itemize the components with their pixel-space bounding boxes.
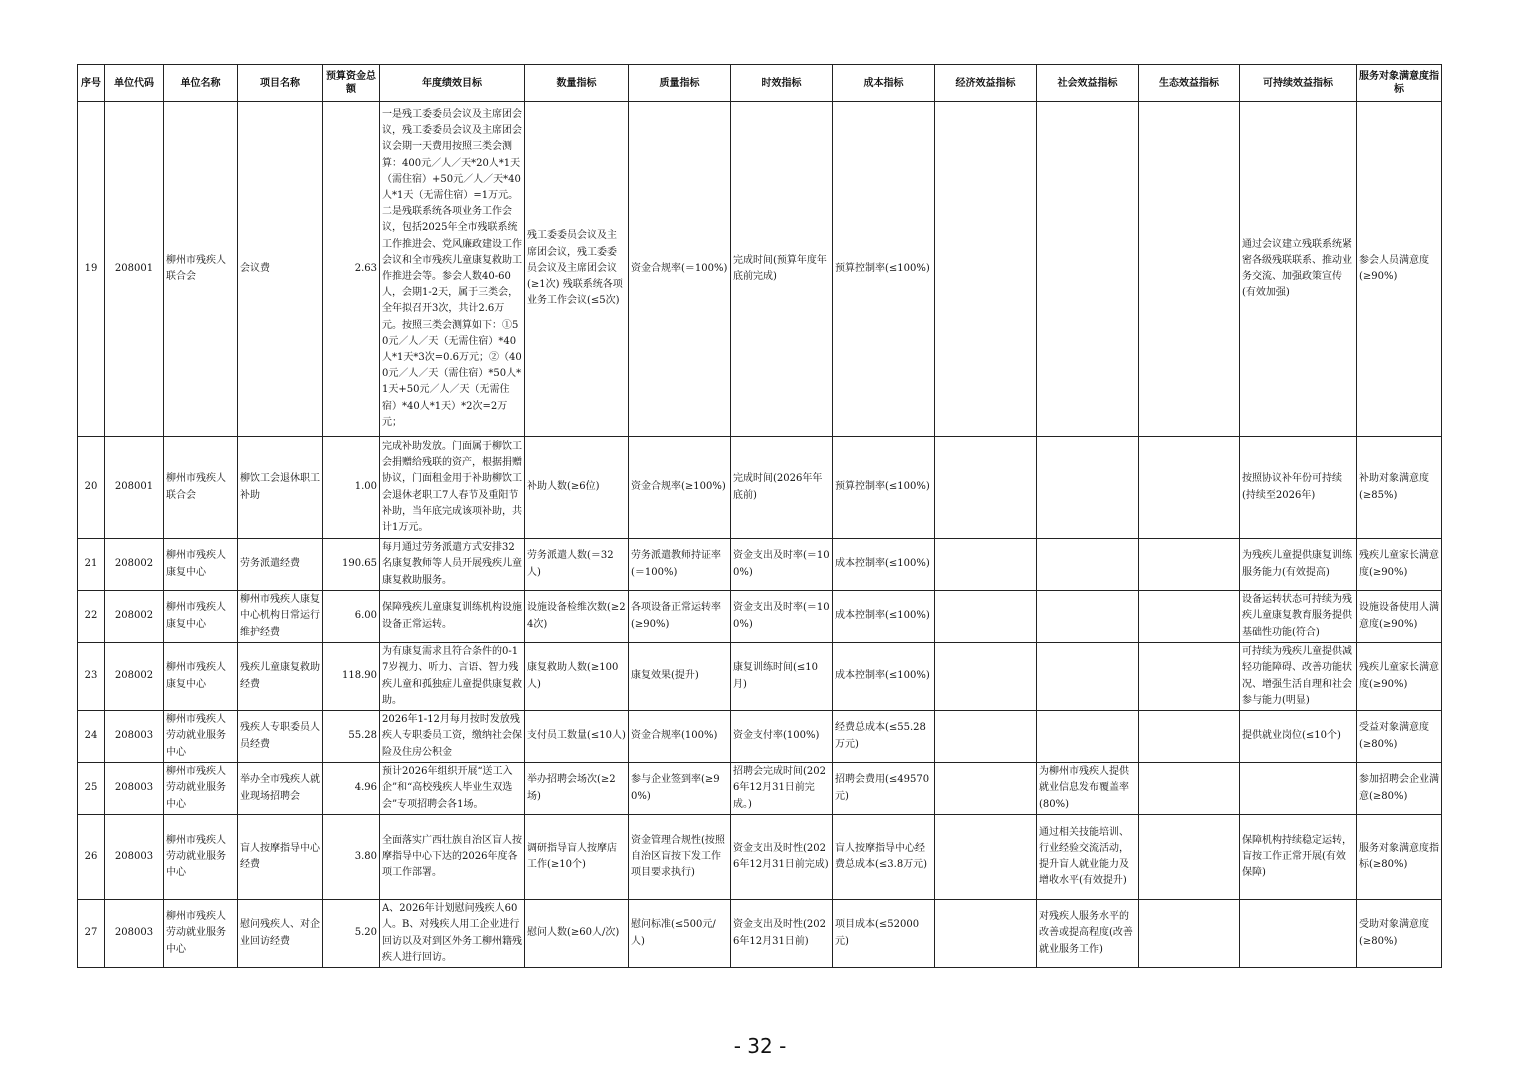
cell-annual-goal: 为有康复需求且符合条件的0-17岁视力、听力、言语、智力残疾儿童和孤独症儿童提供康复救助。 xyxy=(380,643,525,711)
cell-timeliness: 完成时间(预算年度年底前完成) xyxy=(731,102,833,437)
cell-economic xyxy=(935,763,1037,815)
cell-budget: 3.80 xyxy=(323,815,380,900)
cell-quality: 康复效果(提升) xyxy=(629,643,731,711)
cell-timeliness: 完成时间(2026年年底前) xyxy=(731,437,833,539)
cell-annual-goal: 保障残疾儿童康复训练机构设施设备正常运转。 xyxy=(380,591,525,643)
cell-cost: 成本控制率(≤100%) xyxy=(833,643,935,711)
header-sustainable: 可持续效益指标 xyxy=(1240,65,1357,102)
header-unit-code: 单位代码 xyxy=(105,65,164,102)
cell-project-name: 会议费 xyxy=(238,102,323,437)
cell-budget: 2.63 xyxy=(323,102,380,437)
cell-cost: 预算控制率(≤100%) xyxy=(833,437,935,539)
table-row xyxy=(78,591,1442,643)
header-project-name: 项目名称 xyxy=(238,65,323,102)
cell-quality: 资金合规率(100%) xyxy=(629,711,731,763)
cell-quality: 慰问标准(≤500元/人) xyxy=(629,900,731,968)
cell-cost: 预算控制率(≤100%) xyxy=(833,102,935,437)
cell-seq: 22 xyxy=(78,591,105,643)
cell-seq: 24 xyxy=(78,711,105,763)
cell-economic xyxy=(935,643,1037,711)
cell-economic xyxy=(935,815,1037,900)
cell-social xyxy=(1037,102,1139,437)
cell-annual-goal: 预计2026年组织开展“送工入企”和“高校残疾人毕业生双选会”专项招聘会各1场。 xyxy=(380,763,525,815)
cell-satisfaction: 参会人员满意度(≥90%) xyxy=(1357,102,1442,437)
cell-unit-code: 208001 xyxy=(105,102,164,437)
cell-annual-goal: 完成补助发放。门面属于柳饮工会捐赠给残联的资产，根据捐赠协议，门面租金用于补助柳饮工会退休老职工7人春节及重阳节补助，当年底完成该项补助，共计1万元。 xyxy=(380,437,525,539)
cell-project-name: 盲人按摩指导中心经费 xyxy=(238,815,323,900)
cell-annual-goal: 一是残工委委员会议及主席团会议，残工委委员会议及主席团会议会期一天费用按照三类会测算：400元／人／天*20人*1天（需住宿）+50元／人／天*40人*1天（无需住宿）=1万元。二是残联系统各项业务工作会议，包括2025年全市残联系统工作推进会、党风廉政建设工作会议和全市残疾儿童康复救助工作推进会等。参会人数40-60人，会期1-2天，属于三类会，全年拟召开3次，共计2.6万元。按照三类会测算如下：①50元／人／天（无需住宿）*40人*1天*3次=0.6万元；②（400元／人／天（需住宿）*50人*1天+50元／人／天（无需住宿）*40人*1天）*2次=2万元； xyxy=(380,102,525,437)
cell-annual-goal: 全面落实广西壮族自治区盲人按摩指导中心下达的2026年度各项工作部署。 xyxy=(380,815,525,900)
cell-ecological xyxy=(1139,591,1240,643)
cell-ecological xyxy=(1139,815,1240,900)
cell-ecological xyxy=(1139,900,1240,968)
table-row xyxy=(78,711,1442,763)
cell-sustainable: 提供就业岗位(≤10个) xyxy=(1240,711,1357,763)
cell-annual-goal: A、2026年计划慰问残疾人60人。B、对残疾人用工企业进行回访以及对到区外务工柳州籍残疾人进行回访。 xyxy=(380,900,525,968)
cell-sustainable: 设备运转状态可持续为残疾儿童康复教育服务提供基础性功能(符合) xyxy=(1240,591,1357,643)
cell-unit-code: 208002 xyxy=(105,539,164,591)
cell-satisfaction: 补助对象满意度(≥85%) xyxy=(1357,437,1442,539)
cell-timeliness: 资金支出及时性(2026年12月31日前) xyxy=(731,900,833,968)
cell-seq: 25 xyxy=(78,763,105,815)
cell-ecological xyxy=(1139,539,1240,591)
cell-project-name: 慰问残疾人、对企业回访经费 xyxy=(238,900,323,968)
cell-seq: 21 xyxy=(78,539,105,591)
cell-social: 为柳州市残疾人提供就业信息发布覆盖率(80%) xyxy=(1037,763,1139,815)
cell-sustainable: 保障机构持续稳定运转，盲按工作正常开展(有效保障) xyxy=(1240,815,1357,900)
cell-quality: 参与企业签到率(≥90%) xyxy=(629,763,731,815)
cell-timeliness: 资金支付率(100%) xyxy=(731,711,833,763)
cell-seq: 23 xyxy=(78,643,105,711)
header-budget: 预算资金总额 xyxy=(323,65,380,102)
cell-quality: 资金合规率(≥100%) xyxy=(629,437,731,539)
cell-timeliness: 资金支出及时率(＝100%) xyxy=(731,591,833,643)
header-social: 社会效益指标 xyxy=(1037,65,1139,102)
cell-unit-name: 柳州市残疾人康复中心 xyxy=(164,643,238,711)
cell-timeliness: 资金支出及时性(2026年12月31日前完成) xyxy=(731,815,833,900)
header-quality: 质量指标 xyxy=(629,65,731,102)
cell-annual-goal: 2026年1-12月每月按时发放残疾人专职委员工资，缴纳社会保险及住房公积金 xyxy=(380,711,525,763)
cell-satisfaction: 残疾儿童家长满意度(≥90%) xyxy=(1357,539,1442,591)
cell-seq: 27 xyxy=(78,900,105,968)
cell-unit-code: 208003 xyxy=(105,815,164,900)
cell-budget: 6.00 xyxy=(323,591,380,643)
cell-social xyxy=(1037,643,1139,711)
cell-unit-name: 柳州市残疾人劳动就业服务中心 xyxy=(164,815,238,900)
header-seq: 序号 xyxy=(78,65,105,102)
cell-social xyxy=(1037,591,1139,643)
table-row xyxy=(78,437,1442,539)
cell-unit-name: 柳州市残疾人联合会 xyxy=(164,102,238,437)
cell-economic xyxy=(935,591,1037,643)
cell-timeliness: 招聘会完成时间(2026年12月31日前完成。) xyxy=(731,763,833,815)
cell-budget: 1.00 xyxy=(323,437,380,539)
cell-unit-name: 柳州市残疾人劳动就业服务中心 xyxy=(164,900,238,968)
cell-annual-goal: 每月通过劳务派遣方式安排32名康复教师等人员开展残疾儿童康复救助服务。 xyxy=(380,539,525,591)
table-row xyxy=(78,539,1442,591)
cell-cost: 盲人按摩指导中心经费总成本(≤3.8万元) xyxy=(833,815,935,900)
cell-satisfaction: 残疾儿童家长满意度(≥90%) xyxy=(1357,643,1442,711)
cell-project-name: 残疾人专职委员人员经费 xyxy=(238,711,323,763)
cell-ecological xyxy=(1139,711,1240,763)
cell-sustainable: 为残疾儿童提供康复训练服务能力(有效提高) xyxy=(1240,539,1357,591)
cell-quantity: 举办招聘会场次(≥2场) xyxy=(525,763,629,815)
cell-sustainable: 通过会议建立残联系统紧密各级残联联系、推动业务交流、加强政策宣传(有效加强) xyxy=(1240,102,1357,437)
cell-ecological xyxy=(1139,643,1240,711)
cell-quantity: 残工委委员会议及主席团会议，残工委委员会议及主席团会议(≥1次) 残联系统各项业务工作会议(≤5次) xyxy=(525,102,629,437)
cell-ecological xyxy=(1139,763,1240,815)
cell-quantity: 康复救助人数(≥100人) xyxy=(525,643,629,711)
cell-quality: 劳务派遣教师持证率(＝100%) xyxy=(629,539,731,591)
table-row xyxy=(78,900,1442,968)
cell-quantity: 补助人数(≥6位) xyxy=(525,437,629,539)
cell-timeliness: 资金支出及时率(＝100%) xyxy=(731,539,833,591)
header-annual-goal: 年度绩效目标 xyxy=(380,65,525,102)
cell-quantity: 慰问人数(≥60人/次) xyxy=(525,900,629,968)
table-row xyxy=(78,643,1442,711)
cell-unit-name: 柳州市残疾人劳动就业服务中心 xyxy=(164,711,238,763)
cell-sustainable: 可持续为残疾儿童提供减轻功能障碍、改善功能状况、增强生活自理和社会参与能力(明显) xyxy=(1240,643,1357,711)
cell-cost: 经费总成本(≤55.28万元) xyxy=(833,711,935,763)
cell-cost: 招聘会费用(≤49570元) xyxy=(833,763,935,815)
cell-economic xyxy=(935,900,1037,968)
cell-unit-code: 208001 xyxy=(105,437,164,539)
cell-quality: 各项设备正常运转率(≥90%) xyxy=(629,591,731,643)
table-row xyxy=(78,815,1442,900)
cell-budget: 118.90 xyxy=(323,643,380,711)
cell-social xyxy=(1037,437,1139,539)
cell-seq: 26 xyxy=(78,815,105,900)
cell-satisfaction: 设施设备使用人满意度(≥90%) xyxy=(1357,591,1442,643)
cell-seq: 19 xyxy=(78,102,105,437)
cell-social xyxy=(1037,539,1139,591)
cell-social xyxy=(1037,711,1139,763)
cell-satisfaction: 参加招聘会企业满意(≥80%) xyxy=(1357,763,1442,815)
cell-budget: 190.65 xyxy=(323,539,380,591)
cell-unit-code: 208003 xyxy=(105,711,164,763)
cell-project-name: 柳饮工会退休职工补助 xyxy=(238,437,323,539)
cell-quantity: 调研指导盲人按摩店工作(≥10个) xyxy=(525,815,629,900)
cell-project-name: 柳州市残疾人康复中心机构日常运行维护经费 xyxy=(238,591,323,643)
cell-sustainable xyxy=(1240,763,1357,815)
cell-project-name: 举办全市残疾人就业现场招聘会 xyxy=(238,763,323,815)
cell-unit-code: 208003 xyxy=(105,763,164,815)
table-row xyxy=(78,763,1442,815)
cell-satisfaction: 服务对象满意度指标(≥80%) xyxy=(1357,815,1442,900)
header-unit-name: 单位名称 xyxy=(164,65,238,102)
cell-unit-code: 208003 xyxy=(105,900,164,968)
cell-unit-code: 208002 xyxy=(105,643,164,711)
cell-cost: 成本控制率(≤100%) xyxy=(833,539,935,591)
cell-social: 对残疾人服务水平的改善或提高程度(改善就业服务工作) xyxy=(1037,900,1139,968)
header-cost: 成本指标 xyxy=(833,65,935,102)
cell-sustainable: 按照协议补年份可持续(持续至2026年) xyxy=(1240,437,1357,539)
cell-timeliness: 康复训练时间(≤10月) xyxy=(731,643,833,711)
cell-seq: 20 xyxy=(78,437,105,539)
cell-sustainable xyxy=(1240,900,1357,968)
cell-unit-name: 柳州市残疾人康复中心 xyxy=(164,539,238,591)
cell-satisfaction: 受助对象满意度(≥80%) xyxy=(1357,900,1442,968)
cell-project-name: 劳务派遣经费 xyxy=(238,539,323,591)
cell-budget: 5.20 xyxy=(323,900,380,968)
header-timeliness: 时效指标 xyxy=(731,65,833,102)
cell-project-name: 残疾儿童康复救助经费 xyxy=(238,643,323,711)
header-quantity: 数量指标 xyxy=(525,65,629,102)
performance-table xyxy=(77,64,1442,968)
table-row xyxy=(78,102,1442,437)
header-satisfaction: 服务对象满意度指标 xyxy=(1357,65,1442,102)
cell-economic xyxy=(935,102,1037,437)
header-economic: 经济效益指标 xyxy=(935,65,1037,102)
cell-ecological xyxy=(1139,437,1240,539)
cell-economic xyxy=(935,711,1037,763)
cell-cost: 项目成本(≤52000元) xyxy=(833,900,935,968)
cell-cost: 成本控制率(≤100%) xyxy=(833,591,935,643)
cell-quantity: 劳务派遣人数(＝32人) xyxy=(525,539,629,591)
cell-unit-name: 柳州市残疾人康复中心 xyxy=(164,591,238,643)
cell-social: 通过相关技能培训、行业经验交流活动，提升盲人就业能力及增收水平(有效提升) xyxy=(1037,815,1139,900)
cell-ecological xyxy=(1139,102,1240,437)
cell-unit-name: 柳州市残疾人联合会 xyxy=(164,437,238,539)
header-ecological: 生态效益指标 xyxy=(1139,65,1240,102)
cell-economic xyxy=(935,437,1037,539)
cell-quality: 资金合规率(＝100%) xyxy=(629,102,731,437)
cell-satisfaction: 受益对象满意度(≥80%) xyxy=(1357,711,1442,763)
page-number: - 32 - xyxy=(733,1034,787,1058)
cell-unit-code: 208002 xyxy=(105,591,164,643)
cell-quality: 资金管理合规性(按照自治区盲按下发工作项目要求执行) xyxy=(629,815,731,900)
cell-budget: 4.96 xyxy=(323,763,380,815)
table-header-row xyxy=(78,65,1442,102)
cell-unit-name: 柳州市残疾人劳动就业服务中心 xyxy=(164,763,238,815)
cell-budget: 55.28 xyxy=(323,711,380,763)
cell-quantity: 设施设备检维次数(≥24次) xyxy=(525,591,629,643)
cell-quantity: 支付员工数量(≤10人) xyxy=(525,711,629,763)
cell-economic xyxy=(935,539,1037,591)
